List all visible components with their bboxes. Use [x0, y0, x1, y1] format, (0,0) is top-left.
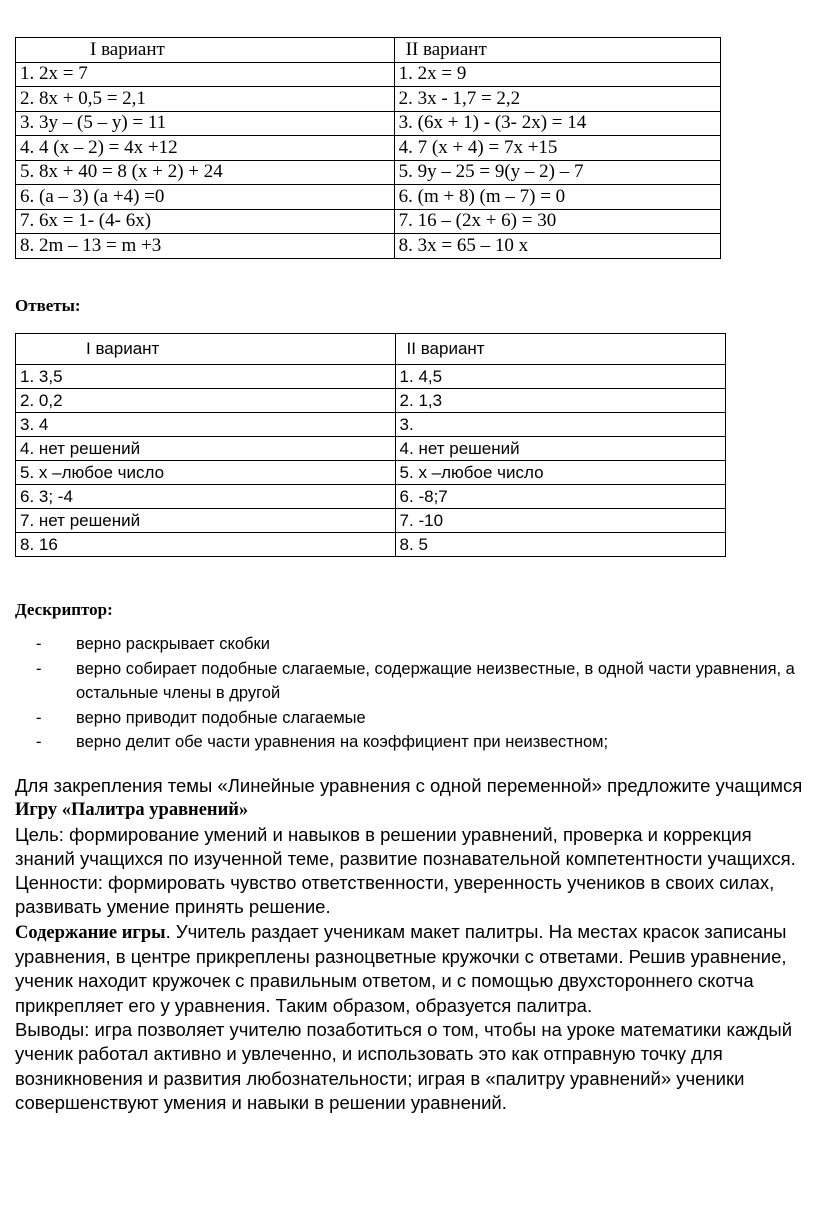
- task-cell: 7. 16 – (2x + 6) = 30: [394, 209, 720, 234]
- bullet-dash: -: [36, 659, 42, 678]
- answer-row: [16, 365, 726, 389]
- descriptor-item: [15, 657, 815, 706]
- task-row: [16, 111, 721, 136]
- content-first-text: . Учитель раздает ученикам макет палитры. На местах красок записаны: [165, 920, 787, 942]
- task-cell: 8. 3x = 65 – 10 x: [394, 234, 720, 259]
- descriptor-item: [15, 730, 815, 755]
- game-description: [15, 774, 815, 1115]
- answers-table-body: [16, 334, 726, 557]
- content-line-2: уравнения, в центре прикреплены разноцветные кружочки с ответами. Решив уравнение,: [15, 946, 787, 968]
- task-cell: 5. 9y – 25 = 9(y – 2) – 7: [394, 160, 720, 185]
- descriptor-item-text: верно приводит подобные слагаемые: [76, 708, 366, 727]
- task-header-cell: II вариант: [394, 38, 720, 63]
- bullet-dash: -: [36, 708, 42, 727]
- answer-cell: 1. 3,5: [16, 365, 396, 389]
- task-row: [16, 234, 721, 259]
- values-line-2: развивать умение принять решение.: [15, 896, 331, 918]
- content-line-3: ученик находит кружочек с правильным ответом, и с помощью двухстороннего скотча: [15, 970, 754, 992]
- answer-cell: 6. -8;7: [395, 485, 725, 509]
- goal-line-2: знаний учащихся по изученной теме, развитие познавательной компетентности учащихся.: [15, 847, 796, 869]
- task-cell: 1. 2x = 9: [394, 62, 720, 87]
- bullet-dash: -: [36, 733, 42, 751]
- task-cell: 6. (m + 8) (m – 7) = 0: [394, 185, 720, 210]
- answers-table: [15, 333, 726, 557]
- task-cell: 5. 8x + 40 = 8 (x + 2) + 24: [16, 160, 395, 185]
- content-line-4: прикрепляет его у уравнения. Таким образом, образуется палитра.: [15, 994, 593, 1016]
- task-header-cell: I вариант: [16, 38, 395, 63]
- answer-row: [16, 437, 726, 461]
- answer-cell: 3.: [395, 413, 725, 437]
- descriptor-item-text: верно собирает подобные слагаемые, содержащие неизвестные, в одной части уравнения, а: [76, 659, 795, 678]
- answer-header-row: [16, 334, 726, 365]
- task-cell: 3. 3y – (5 – y) = 11: [16, 111, 395, 136]
- answers-heading: Ответы:: [15, 296, 81, 315]
- answer-cell: 3. 4: [16, 413, 396, 437]
- descriptor-heading: Дескриптор:: [15, 600, 113, 619]
- answer-row: [16, 413, 726, 437]
- answer-cell: 7. -10: [395, 509, 725, 533]
- content-line-1: [15, 920, 815, 945]
- task-row: [16, 160, 721, 185]
- content-label: Содержание игры: [15, 922, 166, 943]
- answer-cell: 5. х –любое число: [16, 461, 396, 485]
- task-cell: 7. 6x = 1- (4- 6x): [16, 209, 395, 234]
- answer-row: [16, 509, 726, 533]
- answer-cell: 1. 4,5: [395, 365, 725, 389]
- task-cell: 8. 2m – 13 = m +3: [16, 234, 395, 259]
- answer-cell: 2. 0,2: [16, 389, 396, 413]
- answer-cell: 4. нет решений: [16, 437, 396, 461]
- bullet-dash: -: [36, 635, 42, 653]
- answer-header-cell: I вариант: [16, 334, 396, 365]
- answer-cell: 7. нет решений: [16, 509, 396, 533]
- task-row: [16, 136, 721, 161]
- values-line-1: Ценности: формировать чувство ответственности, уверенность учеников в своих силах,: [15, 872, 775, 894]
- answer-row: [16, 485, 726, 509]
- conclusion-line-1: Выводы: игра позволяет учителю позаботиться о том, чтобы на уроке математики каждый: [15, 1018, 793, 1040]
- task-row: [16, 185, 721, 210]
- task-cell: 4. 4 (x – 2) = 4x +12: [16, 136, 395, 161]
- answer-cell: 8. 16: [16, 533, 396, 557]
- task-cell: 4. 7 (x + 4) = 7x +15: [394, 136, 720, 161]
- answer-row: [16, 461, 726, 485]
- descriptor-item: [15, 632, 815, 657]
- conclusion-line-2: ученик работал активно и увлеченно, и использовать это как отправную точку для: [15, 1043, 723, 1065]
- answer-cell: 6. 3; -4: [16, 485, 396, 509]
- conclusion-line-3: возникновения и развития любознательности; играя в «палитру уравнений» ученики: [15, 1067, 745, 1089]
- tasks-table-body: [16, 38, 721, 259]
- game-title: Игру «Палитра уравнений»: [15, 800, 249, 821]
- task-cell: 2. 3x - 1,7 = 2,2: [394, 87, 720, 112]
- answer-header-cell: II вариант: [395, 334, 725, 365]
- answer-row: [16, 533, 726, 557]
- task-row: [16, 62, 721, 87]
- answer-cell: 5. х –любое число: [395, 461, 725, 485]
- tasks-table: [15, 37, 721, 259]
- descriptor-item-text: верно раскрывает скобки: [76, 635, 270, 653]
- task-cell: 2. 8x + 0,5 = 2,1: [16, 87, 395, 112]
- task-cell: 3. (6x + 1) - (3- 2x) = 14: [394, 111, 720, 136]
- descriptor-item-text: верно делит обе части уравнения на коэффициент при неизвестном;: [76, 733, 609, 751]
- task-cell: 1. 2x = 7: [16, 62, 395, 87]
- conclusion-line-4: совершенствуют умения и навыки в решении уравнений.: [15, 1091, 507, 1113]
- answer-row: [16, 389, 726, 413]
- answer-cell: 8. 5: [395, 533, 725, 557]
- descriptor-list: [15, 632, 815, 755]
- task-cell: 6. (a – 3) (a +4) =0: [16, 185, 395, 210]
- task-header-row: [16, 38, 721, 63]
- task-row: [16, 209, 721, 234]
- intro-line: Для закрепления темы «Линейные уравнения с одной переменной» предложите учащимся: [15, 775, 803, 796]
- goal-line-1: Цель: формирование умений и навыков в решении уравнений, проверка и коррекция: [15, 823, 752, 845]
- descriptor-item-text: остальные члены в другой: [76, 684, 281, 702]
- answer-cell: 4. нет решений: [395, 437, 725, 461]
- task-row: [16, 87, 721, 112]
- answer-cell: 2. 1,3: [395, 389, 725, 413]
- descriptor-item: [15, 706, 815, 731]
